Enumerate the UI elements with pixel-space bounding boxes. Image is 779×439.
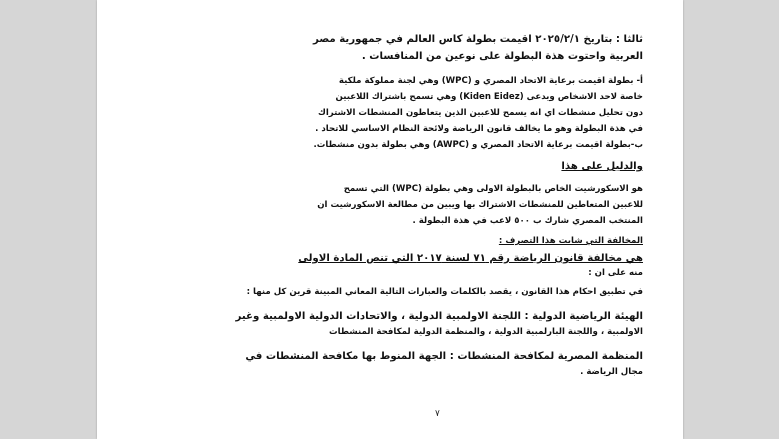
evidence-line-3: المنتخب المصري شارك ب ٥٠٠ لاعب في هذة البطولة . — [412, 216, 643, 226]
document-page — [97, 0, 683, 439]
definition-1-line-2: الاولمبية ، واللجنة البارلمبية الدولية ، والمنظمة الدولية لمكافحة المنشطات — [328, 327, 643, 337]
violation-heading: المخالفة التي شابت هذا التصرف : — [498, 236, 643, 246]
paragraph-a-line-2: خاصة لاحد الاشخاص ويدعى (Kiden Eidez) وهي تسمح باشتراك اللاعبين — [335, 92, 643, 102]
definition-1-line-1: الهيئة الرياضية الدولية : اللجنة الاولمبية الدولية ، والاتحادات الدولية الاولمبية وغير — [235, 311, 643, 322]
evidence-line-2: للاعبين المتعاطين للمنشطات الاشتراك بها ويبين من مطالعة الاسكورشيت ان — [317, 200, 643, 210]
section-heading-line-1: ثالثا : بتاريخ ٢٠٢٥/٢/١ اقيمت بطولة كاس العالم في جمهورية مصر — [313, 34, 643, 45]
paragraph-a-line-4: في هذة البطولة وهو ما يخالف قانون الرياضة ولائحة النظام الاساسي للاتحاد . — [315, 124, 643, 134]
section-heading-line-2: العربية واحتوت هذة البطولة على نوعين من المنافسات . — [361, 51, 643, 62]
evidence-heading: والدليل على هذا — [561, 161, 643, 172]
article-intro-line: في تطبيق احكام هذا القانون ، يقصد بالكلمات والعبارات التالية المعاني المبينة قرين كل منها : — [246, 287, 643, 297]
paragraph-a-line-3: دون تحليل منشطات اي انه يسمح للاعبين الذين يتعاطون المنشطات الاشتراك — [317, 108, 643, 118]
definition-2-line-1: المنظمة المصرية لمكافحة المنشطات : الجهة المنوط بها مكافحة المنشطات في — [245, 351, 643, 362]
paragraph-b-line: ب-بطولة اقيمت برعاية الاتحاد المصري و (AWPC) وهي بطولة بدون منشطات. — [313, 140, 643, 150]
violation-line-1: هي مخالفة قانون الرياضة رقم ٧١ لسنة ٢٠١٧ التي تنص المادة الاولى — [298, 253, 643, 264]
paragraph-a-line-1: أ- بطولة اقيمت برعاية الاتحاد المصري و (WPC) وهي لجنة مملوكة ملكية — [338, 76, 643, 86]
evidence-line-1: هو الاسكورشيت الخاص بالبطولة الاولى وهي بطولة (WPC) التي تسمح — [343, 184, 643, 194]
definition-2-line-2: مجال الرياضة . — [580, 367, 643, 377]
page-number: ٧ — [435, 409, 440, 419]
violation-line-2: منه على ان : — [588, 268, 643, 278]
